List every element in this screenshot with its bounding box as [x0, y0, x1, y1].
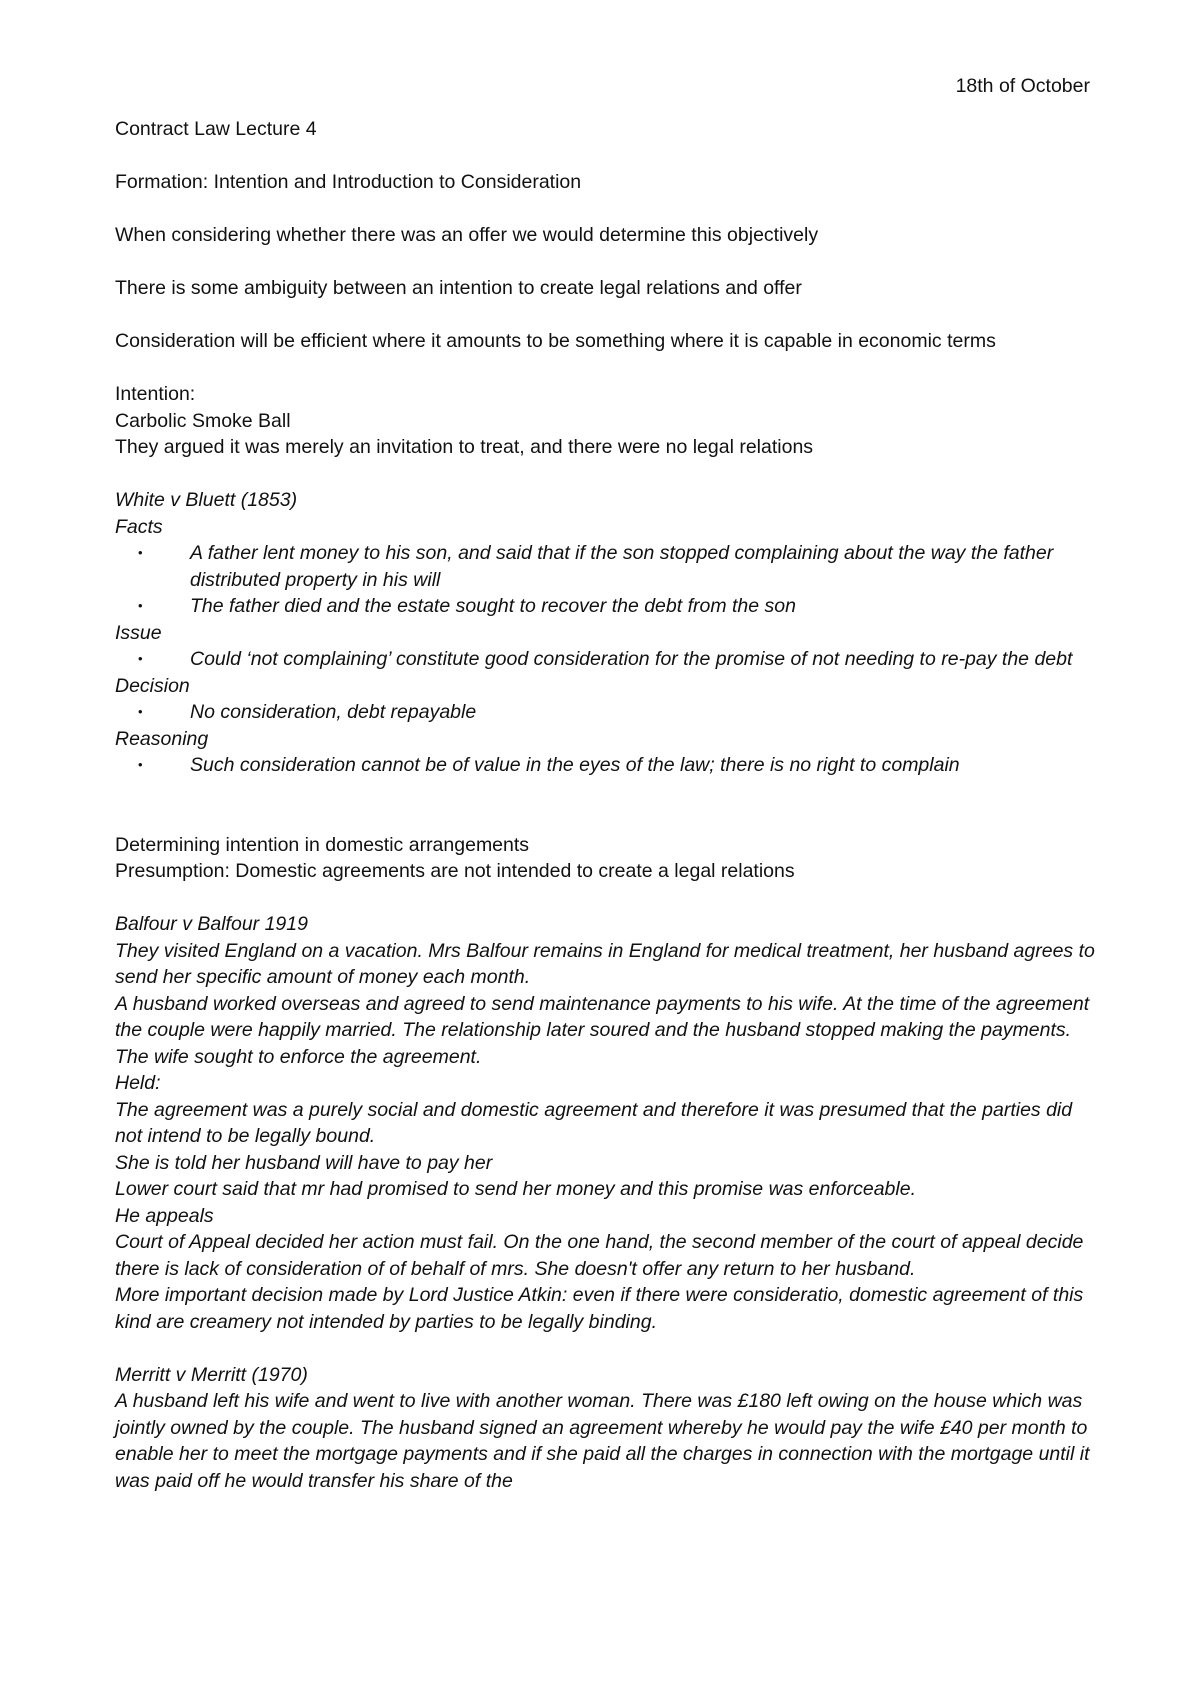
lecture-subtitle: Formation: Intention and Introduction to Consideration — [115, 171, 582, 193]
intention-note: They argued it was merely an invitation to treat, and there were no legal relations — [115, 436, 814, 458]
decision-list — [115, 699, 1100, 726]
bullet-icon: • — [138, 651, 143, 666]
lecture-title: Contract Law Lecture 4 — [115, 118, 317, 140]
case-title-white-v-bluett: White v Bluett (1853) — [115, 489, 298, 511]
issue-label: Issue — [115, 621, 162, 644]
list-item: • Could ‘not complaining’ constitute good consideration for the promise of not needing to re-pay the debt — [115, 646, 1100, 673]
balfour-text-line: He appeals — [115, 1204, 214, 1227]
domestic-heading: Determining intention in domestic arrangements — [115, 833, 530, 856]
balfour-text-line: They visited England on a vacation. Mrs Balfour remains in England for medical treatment, her husband agrees to send her specific amount of money each month. — [115, 939, 1095, 988]
bullet-icon: • — [138, 757, 143, 772]
list-item: • A father lent money to his son, and said that if the son stopped complaining about the way the father distributed property in his will — [138, 542, 1054, 591]
paragraph-objective-offer: When considering whether there was an offer we would determine this objectively — [115, 224, 819, 246]
balfour-text-line: A husband worked overseas and agreed to send maintenance payments to his wife. At the time of the agreement the couple were happily married. The relationship later soured and the husband stopped making the payments. The wife sought to enforce the agreement. — [115, 992, 1090, 1068]
issue-list — [115, 646, 1100, 673]
domestic-presumption: Presumption: Domestic agreements are not intended to create a legal relations — [115, 860, 795, 882]
reasoning-list — [115, 752, 1100, 779]
balfour-text-line: Lower court said that mr had promised to send her money and this promise was enforceable. — [115, 1178, 916, 1200]
merritt-text: A husband left his wife and went to live with another woman. There was £180 left owing on the house which was jointly owned by the couple. The husband signed an agreement whereby he would pay the wife £40 per month to enable her to meet the mortgage payments and if she paid all the charges in connection with the mortgage until it was paid off he would transfer his share of the — [115, 1390, 1090, 1492]
paragraph-ambiguity: There is some ambiguity between an intention to create legal relations and offer — [115, 277, 802, 299]
balfour-text-line: She is told her husband will have to pay her — [115, 1151, 493, 1174]
list-item: • The father died and the estate sought to recover the debt from the son — [115, 593, 1100, 620]
facts-label: Facts — [115, 515, 163, 538]
list-item: • Such consideration cannot be of value in the eyes of the law; there is no right to complain — [115, 752, 1100, 779]
document-body — [115, 116, 1100, 1494]
list-item: • No consideration, debt repayable — [115, 699, 1100, 726]
balfour-text-line: Court of Appeal decided her action must fail. On the one hand, the second member of the court of appeal decide there is lack of consideration of of behalf of mrs. She doesn't offer any return to her husband. — [115, 1231, 1084, 1280]
reasoning-label: Reasoning — [115, 727, 209, 750]
case-title-merritt: Merritt v Merritt (1970) — [115, 1363, 308, 1386]
intention-case: Carbolic Smoke Ball — [115, 409, 291, 432]
balfour-text-line: Held: — [115, 1072, 161, 1094]
bullet-icon: • — [138, 598, 143, 613]
paragraph-consideration: Consideration will be efficient where it amounts to be something where it is capable in economic terms — [115, 330, 996, 352]
bullet-icon: • — [138, 545, 143, 560]
intention-heading: Intention: — [115, 383, 196, 405]
case-title-balfour: Balfour v Balfour 1919 — [115, 913, 308, 935]
balfour-text-line: More important decision made by Lord Justice Atkin: even if there were consideratio, domestic agreement of this kind are creamery not intended by parties to be legally binding. — [115, 1284, 1084, 1333]
facts-list — [115, 540, 1100, 620]
balfour-text-line: The agreement was a purely social and domestic agreement and therefore it was presumed that the parties did not intend to be legally bound. — [115, 1098, 1073, 1147]
lecture-date: 18th of October — [955, 75, 1090, 97]
decision-label: Decision — [115, 674, 190, 697]
bullet-icon: • — [138, 704, 143, 719]
